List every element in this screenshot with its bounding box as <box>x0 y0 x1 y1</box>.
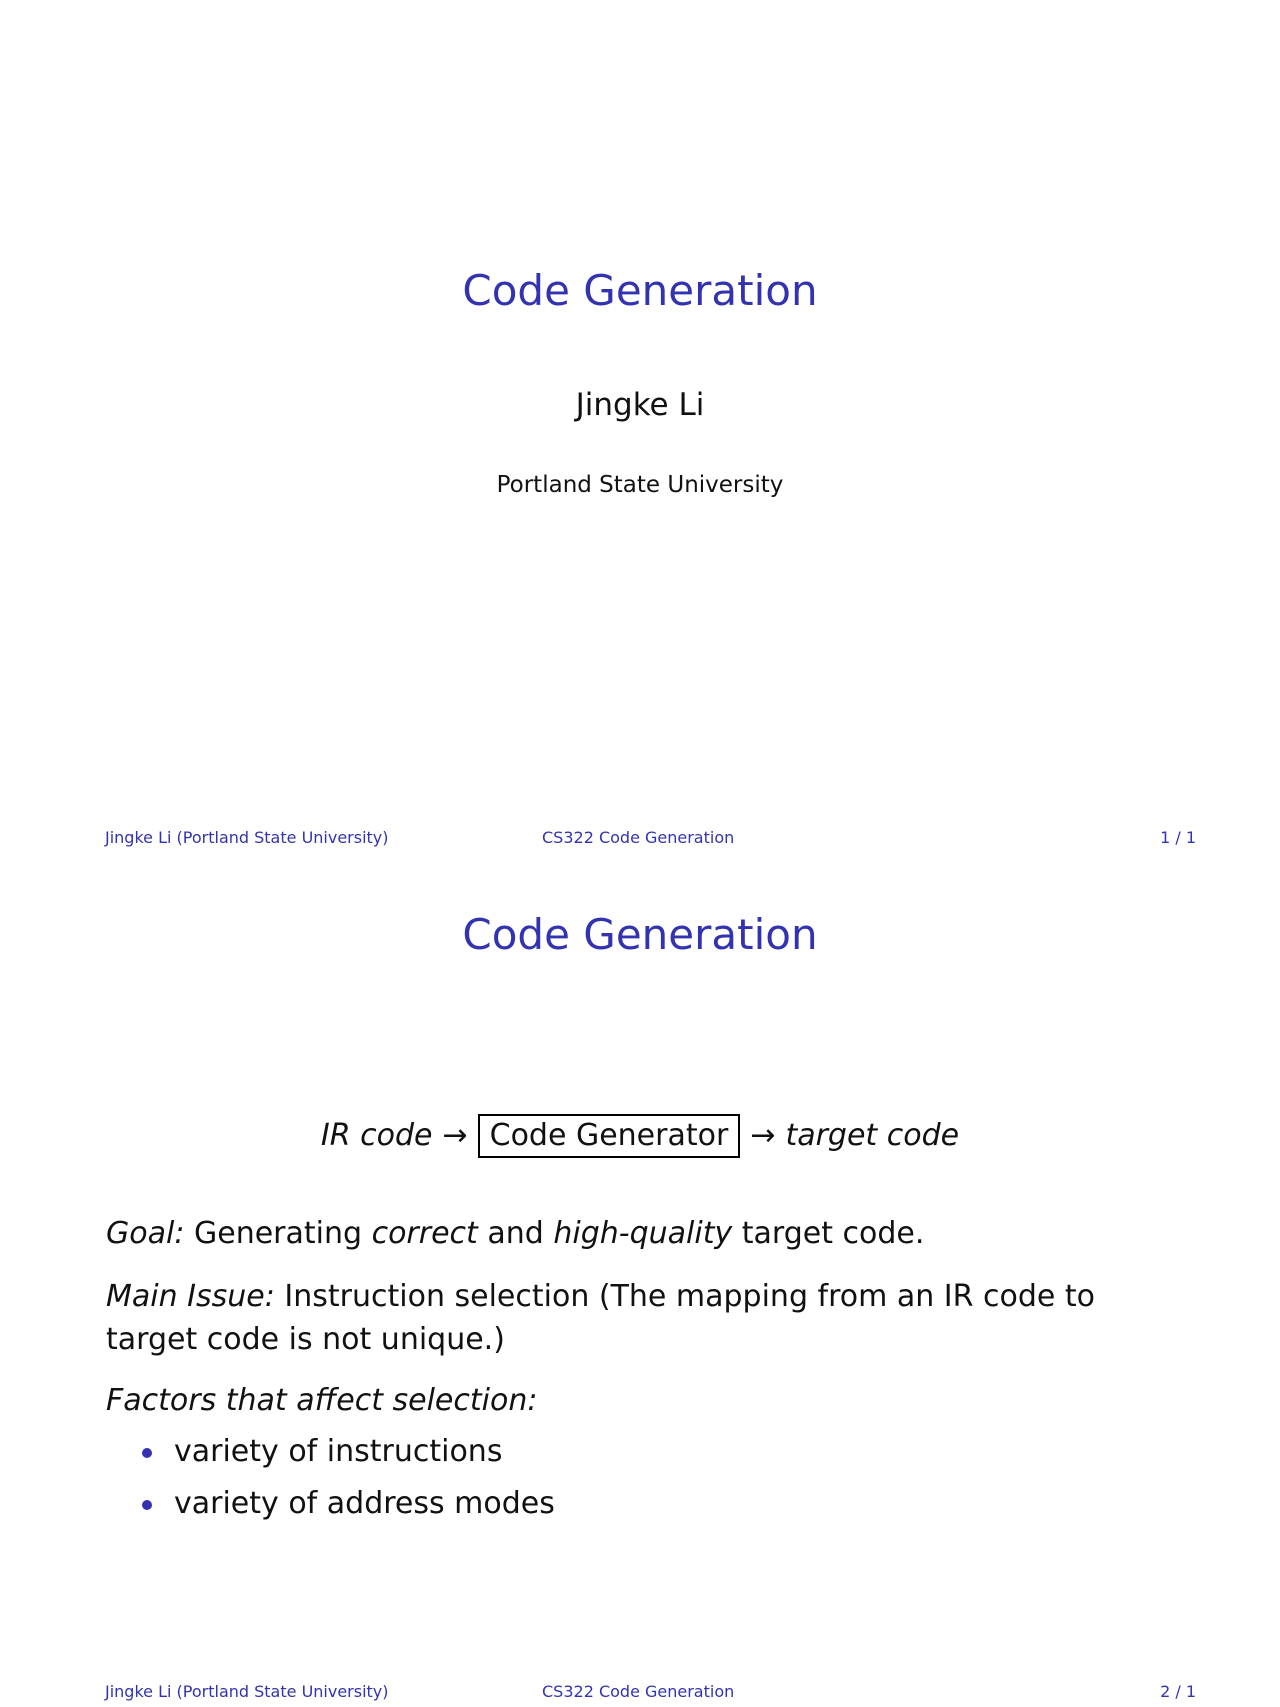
main-issue-label: Main Issue: <box>106 1279 275 1314</box>
main-issue-text: Instruction selection (The mapping from an IR code to target code is not unique.) <box>106 1279 1096 1357</box>
list-item-text: variety of instructions <box>174 1434 503 1469</box>
goal-text: Generating <box>193 1216 363 1251</box>
list-item-text: variety of address modes <box>174 1486 555 1521</box>
goal-label: Goal: <box>106 1216 185 1251</box>
footer-page-number: 2 / 1 <box>1160 1682 1196 1701</box>
goal-emphasis: correct <box>371 1216 478 1251</box>
footer-author: Jingke Li (Portland State University) <box>105 828 389 847</box>
slide-title: Code Generation <box>462 266 818 315</box>
slide-footer <box>0 1680 1280 1704</box>
bullet-icon <box>142 1448 152 1458</box>
footer-page-number: 1 / 1 <box>1160 828 1196 847</box>
slide-footer <box>0 826 1280 850</box>
footer-course: CS322 Code Generation <box>542 1682 735 1701</box>
goal-paragraph <box>106 1212 1186 1255</box>
slide-title: Code Generation <box>462 910 818 959</box>
goal-emphasis: high-quality <box>553 1216 733 1251</box>
factors-label: Factors that affect selection: <box>106 1383 538 1418</box>
institute-name: Portland State University <box>496 472 784 498</box>
diagram-input-label: IR code <box>320 1118 433 1153</box>
bullet-icon <box>142 1500 152 1510</box>
main-issue-paragraph <box>106 1275 1186 1361</box>
factors-list <box>140 1430 555 1534</box>
list-item <box>140 1482 555 1534</box>
list-item <box>140 1430 555 1482</box>
factors-heading <box>106 1379 1186 1422</box>
right-arrow-icon: → <box>750 1118 776 1153</box>
content-slide <box>0 860 1280 1707</box>
diagram-output-label: target code <box>785 1118 960 1153</box>
footer-author: Jingke Li (Portland State University) <box>105 1682 389 1701</box>
author-name: Jingke Li <box>575 387 705 423</box>
goal-text: and <box>487 1216 544 1251</box>
right-arrow-icon: → <box>442 1118 468 1153</box>
code-generator-box: Code Generator <box>478 1114 741 1158</box>
goal-text: target code. <box>741 1216 925 1251</box>
footer-course: CS322 Code Generation <box>542 828 735 847</box>
code-generator-diagram <box>0 1114 1280 1158</box>
